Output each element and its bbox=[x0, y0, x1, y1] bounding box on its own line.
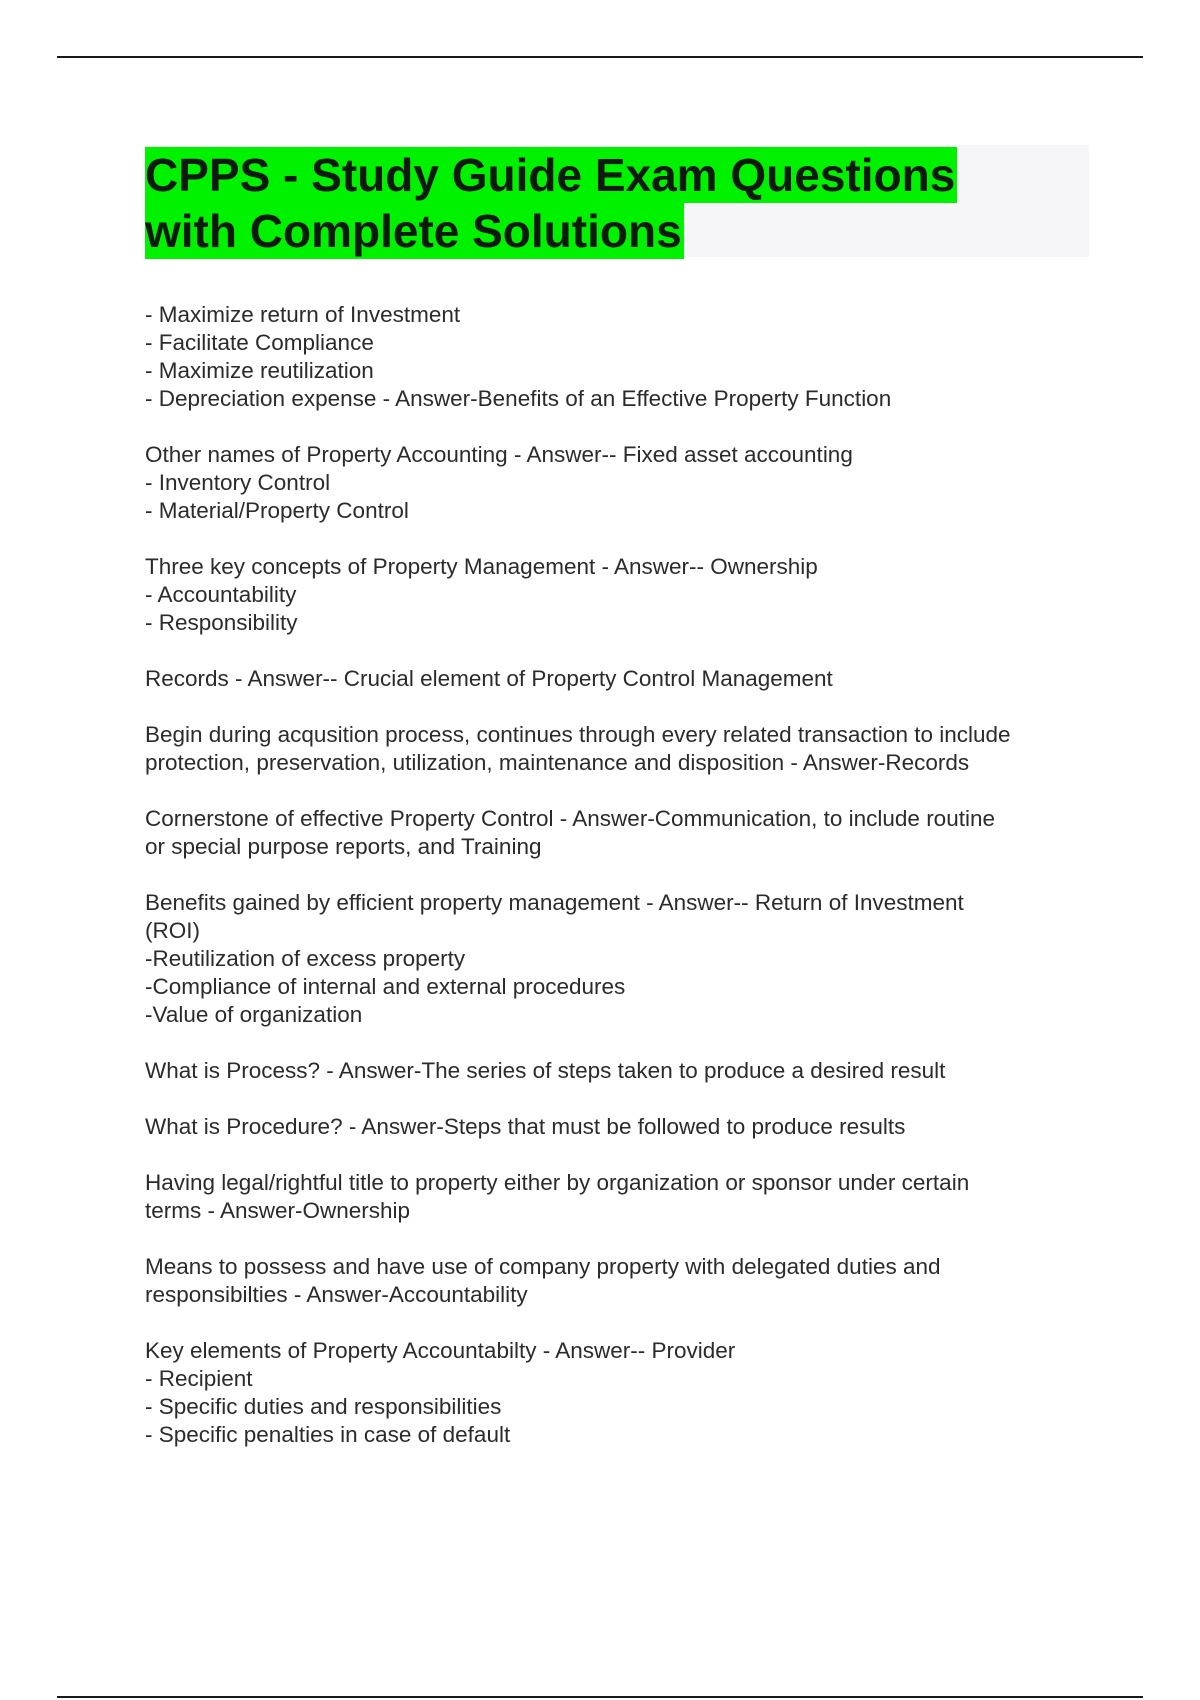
qa-line: - Recipient bbox=[145, 1366, 253, 1391]
qa-line: Means to possess and have use of company property with delegated duties and bbox=[145, 1254, 941, 1279]
page-title-line-1: CPPS - Study Guide Exam Questions bbox=[145, 149, 956, 201]
qa-line: - Accountability bbox=[145, 582, 297, 607]
qa-line: - Maximize return of Investment bbox=[145, 302, 461, 327]
qa-item bbox=[145, 301, 1085, 413]
qa-item bbox=[145, 721, 1085, 777]
qa-item bbox=[145, 805, 1085, 861]
qa-line: Begin during acqusition process, continues through every related transaction to include bbox=[145, 722, 1011, 747]
qa-line: - Facilitate Compliance bbox=[145, 330, 374, 355]
qa-item bbox=[145, 1253, 1085, 1309]
qa-item bbox=[145, 889, 1085, 1029]
qa-line: - Inventory Control bbox=[145, 470, 331, 495]
bottom-rule bbox=[57, 1696, 1143, 1698]
qa-line: - Responsibility bbox=[145, 610, 298, 635]
qa-line: -Compliance of internal and external procedures bbox=[145, 974, 626, 999]
qa-line: - Material/Property Control bbox=[145, 498, 409, 523]
qa-line: -Reutilization of excess property bbox=[145, 946, 466, 971]
qa-line: Records - Answer-- Crucial element of Property Control Management bbox=[145, 666, 833, 691]
top-rule bbox=[57, 56, 1143, 58]
page-title-line-2: with Complete Solutions bbox=[145, 205, 682, 257]
qa-line: Benefits gained by efficient property management - Answer-- Return of Investment bbox=[145, 890, 964, 915]
qa-line: Having legal/rightful title to property either by organization or sponsor under certain bbox=[145, 1170, 970, 1195]
qa-item bbox=[145, 1113, 1085, 1141]
qa-line: protection, preservation, utilization, maintenance and disposition - Answer-Records bbox=[145, 750, 970, 775]
qa-line: (ROI) bbox=[145, 918, 200, 943]
qa-line: terms - Answer-Ownership bbox=[145, 1198, 411, 1223]
qa-item bbox=[145, 1169, 1085, 1225]
qa-list bbox=[145, 301, 1085, 1477]
qa-line: or special purpose reports, and Training bbox=[145, 834, 542, 859]
qa-line: What is Procedure? - Answer-Steps that must be followed to produce results bbox=[145, 1114, 906, 1139]
qa-line: - Specific penalties in case of default bbox=[145, 1422, 511, 1447]
qa-line: - Maximize reutilization bbox=[145, 358, 374, 383]
qa-line: Three key concepts of Property Management - Answer-- Ownership bbox=[145, 554, 818, 579]
qa-line: Key elements of Property Accountabilty - Answer-- Provider bbox=[145, 1338, 736, 1363]
qa-line: What is Process? - Answer-The series of steps taken to produce a desired result bbox=[145, 1058, 946, 1083]
qa-item bbox=[145, 1057, 1085, 1085]
qa-line: Cornerstone of effective Property Control - Answer-Communication, to include routine bbox=[145, 806, 995, 831]
qa-line: responsibilties - Answer-Accountability bbox=[145, 1282, 528, 1307]
qa-item bbox=[145, 441, 1085, 525]
qa-line: -Value of organization bbox=[145, 1002, 363, 1027]
qa-line: - Depreciation expense - Answer-Benefits of an Effective Property Function bbox=[145, 386, 892, 411]
qa-item bbox=[145, 665, 1085, 693]
qa-line: - Specific duties and responsibilities bbox=[145, 1394, 502, 1419]
qa-item bbox=[145, 553, 1085, 637]
qa-line: Other names of Property Accounting - Answer-- Fixed asset accounting bbox=[145, 442, 853, 467]
qa-item bbox=[145, 1337, 1085, 1449]
